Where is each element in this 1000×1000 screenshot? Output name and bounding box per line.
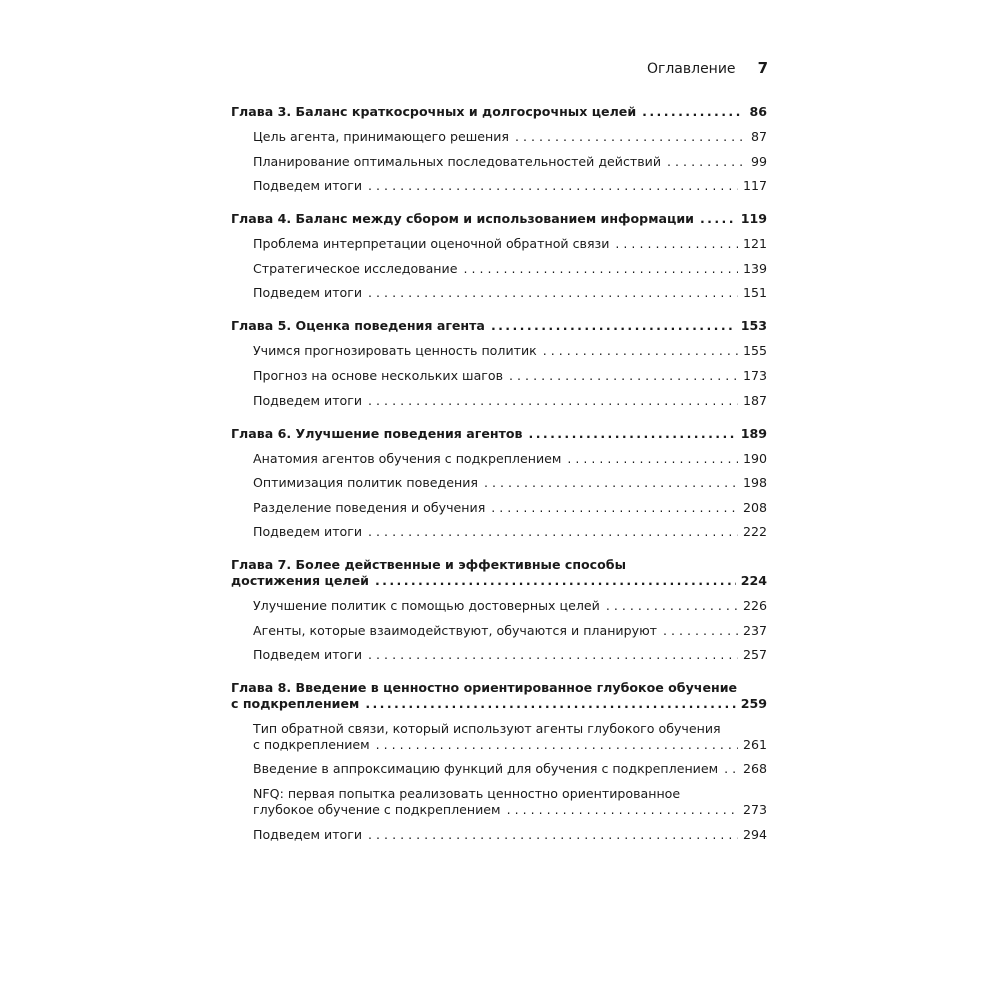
dot-leader <box>368 178 738 194</box>
section-title: Анатомия агентов обучения с подкреплением <box>253 450 562 466</box>
section-page: 222 <box>742 524 767 540</box>
section-page: 237 <box>742 622 767 638</box>
chapter-title: Глава 5. Оценка поведения агента <box>231 318 485 334</box>
dot-leader <box>491 318 736 334</box>
toc-section[interactable] <box>231 761 767 777</box>
chapter-title-line1: Глава 7. Более действенные и эффективные способы <box>231 557 626 573</box>
dot-leader <box>368 285 738 301</box>
section-title: Прогноз на основе нескольких шагов <box>253 367 504 383</box>
section-title: Улучшение политик с помощью достоверных целей <box>253 597 600 613</box>
dot-leader <box>642 104 744 120</box>
chapter-page: 119 <box>740 211 767 227</box>
section-title-line1: NFQ: первая попытка реализовать ценностно ориентированное <box>253 785 681 801</box>
toc-chapter-heading[interactable] <box>231 104 767 120</box>
table-of-contents <box>231 104 767 860</box>
dot-leader <box>543 343 738 359</box>
toc-section[interactable] <box>231 154 767 170</box>
section-page: 187 <box>742 392 767 408</box>
dot-leader <box>368 393 738 409</box>
section-title: Разделение поведения и обучения <box>253 499 486 515</box>
running-head-title: Оглавление <box>646 61 736 77</box>
toc-section[interactable] <box>231 524 767 540</box>
chapter-title-line2: достижения целей <box>231 573 369 589</box>
dot-leader <box>663 623 738 639</box>
section-title: Проблема интерпретации оценочной обратной связи <box>253 236 610 252</box>
dot-leader <box>368 647 738 663</box>
dot-leader <box>375 573 736 589</box>
dot-leader <box>606 598 738 614</box>
toc-chapter-heading[interactable] <box>231 680 767 712</box>
section-page: 173 <box>742 367 767 383</box>
toc-section[interactable] <box>231 261 767 277</box>
toc-chapter-heading[interactable] <box>231 211 767 227</box>
section-page: 294 <box>742 826 767 842</box>
toc-section[interactable] <box>231 236 767 252</box>
running-head <box>647 59 768 77</box>
chapter-page: 259 <box>740 696 767 712</box>
toc-section[interactable] <box>231 500 767 516</box>
dot-leader <box>724 761 738 777</box>
section-page: 268 <box>742 761 767 777</box>
toc-section[interactable] <box>231 129 767 145</box>
toc-section[interactable] <box>231 451 767 467</box>
toc-section[interactable] <box>231 178 767 194</box>
toc-section[interactable] <box>231 598 767 614</box>
toc-chapter-5 <box>231 318 767 408</box>
section-title: Подведем итоги <box>253 647 363 663</box>
section-title: Цель агента, принимающего решения <box>253 129 509 144</box>
section-title: Подведем итоги <box>253 392 363 408</box>
dot-leader <box>484 475 738 491</box>
section-page: 208 <box>742 499 767 515</box>
toc-chapter-3 <box>231 104 767 194</box>
section-page: 155 <box>742 343 767 359</box>
section-title-line1: Тип обратной связи, который используют агенты глубокого обучения <box>253 720 721 736</box>
section-page: 139 <box>742 260 767 276</box>
dot-leader <box>509 368 738 384</box>
section-page: 121 <box>742 236 767 252</box>
chapter-page: 224 <box>740 573 767 589</box>
toc-section[interactable] <box>231 285 767 301</box>
toc-section[interactable] <box>231 343 767 359</box>
section-page: 226 <box>742 597 767 613</box>
toc-chapter-heading[interactable] <box>231 426 767 442</box>
dot-leader <box>507 802 738 818</box>
toc-section[interactable] <box>231 786 767 818</box>
section-title: Введение в аппроксимацию функций для обучения с подкреплением <box>253 761 719 777</box>
section-title: Планирование оптимальных последовательностей действий <box>253 153 662 169</box>
dot-leader <box>376 737 738 753</box>
section-page: 273 <box>742 801 767 817</box>
toc-section[interactable] <box>231 647 767 663</box>
chapter-page: 86 <box>749 104 767 119</box>
section-page: 198 <box>742 475 767 491</box>
dot-leader <box>529 426 736 442</box>
dot-leader <box>463 261 738 277</box>
chapter-title: Глава 6. Улучшение поведения агентов <box>231 425 523 441</box>
dot-leader <box>368 524 738 540</box>
toc-section[interactable] <box>231 827 767 843</box>
dot-leader <box>667 154 746 170</box>
dot-leader <box>515 129 746 145</box>
chapter-page: 189 <box>740 425 767 441</box>
toc-section[interactable] <box>231 475 767 491</box>
section-page: 87 <box>750 129 767 144</box>
toc-chapter-8 <box>231 680 767 842</box>
toc-section[interactable] <box>231 368 767 384</box>
dot-leader <box>365 696 735 712</box>
section-title: Стратегическое исследование <box>253 260 458 276</box>
section-page: 117 <box>742 178 767 194</box>
toc-chapter-4 <box>231 211 767 301</box>
toc-section[interactable] <box>231 393 767 409</box>
section-page: 151 <box>742 285 767 301</box>
page-number: 7 <box>757 59 768 77</box>
toc-chapter-heading[interactable] <box>231 318 767 334</box>
section-title: Подведем итоги <box>253 178 363 194</box>
dot-leader <box>368 827 738 843</box>
chapter-title: Глава 3. Баланс краткосрочных и долгосрочных целей <box>231 104 637 119</box>
section-title-line2: с подкреплением <box>253 736 370 752</box>
toc-section[interactable] <box>231 623 767 639</box>
section-title: Оптимизация политик поведения <box>253 475 478 491</box>
section-page: 99 <box>750 153 767 169</box>
chapter-page: 153 <box>740 318 767 334</box>
chapter-title-line2: с подкреплением <box>231 696 360 712</box>
section-title: Агенты, которые взаимодействуют, обучаются и планируют <box>253 622 658 638</box>
toc-chapter-7 <box>231 557 767 663</box>
section-page: 257 <box>742 647 767 663</box>
section-title-line2: глубокое обучение с подкреплением <box>253 801 501 817</box>
toc-chapter-heading[interactable] <box>231 557 767 589</box>
section-page: 261 <box>742 736 767 752</box>
section-title: Учимся прогнозировать ценность политик <box>253 343 537 359</box>
dot-leader <box>567 451 738 467</box>
toc-chapter-6 <box>231 426 767 541</box>
section-page: 190 <box>742 450 767 466</box>
dot-leader <box>491 500 738 516</box>
chapter-title-line1: Глава 8. Введение в ценностно ориентированное глубокое обучение <box>231 680 738 696</box>
section-title: Подведем итоги <box>253 285 363 301</box>
toc-section[interactable] <box>231 721 767 753</box>
section-title: Подведем итоги <box>253 826 363 842</box>
chapter-title: Глава 4. Баланс между сбором и использованием информации <box>231 211 694 227</box>
dot-leader <box>615 236 738 252</box>
dot-leader <box>700 211 736 227</box>
section-title: Подведем итоги <box>253 524 363 540</box>
